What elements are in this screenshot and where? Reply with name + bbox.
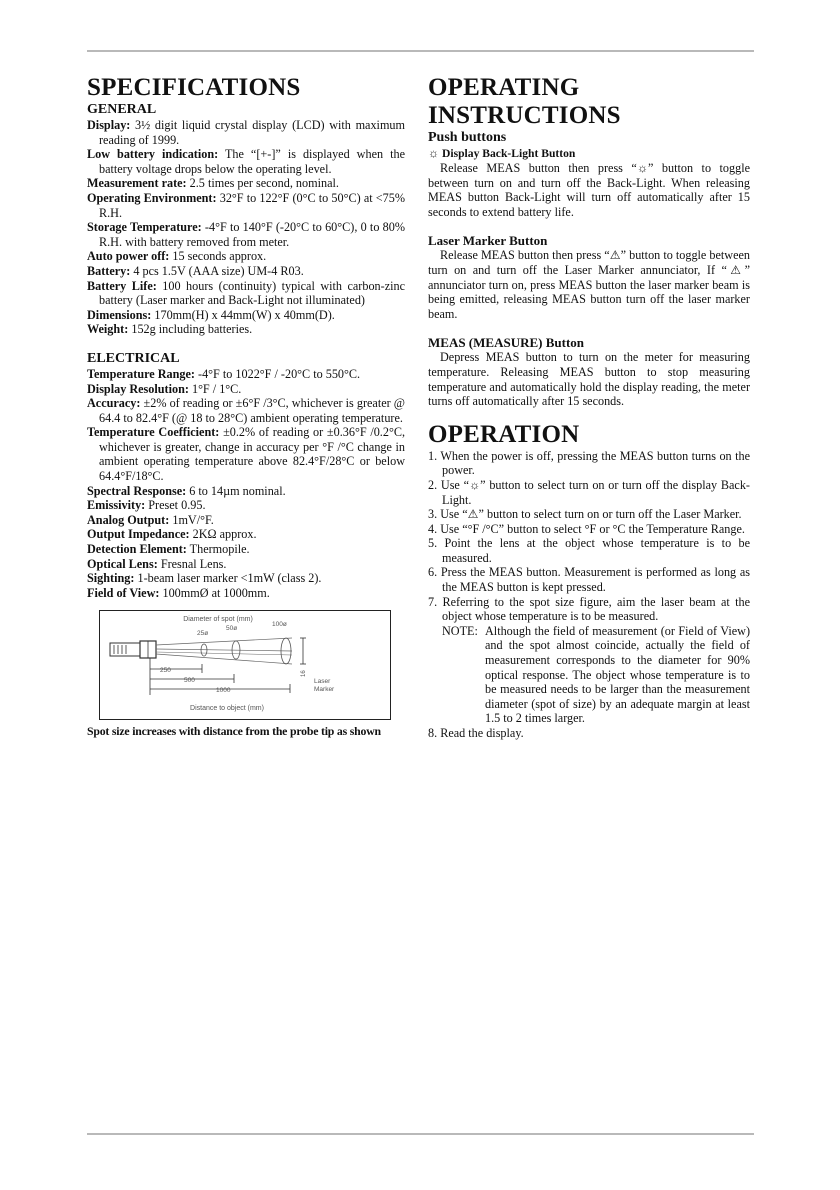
spot-size-figure <box>99 610 391 720</box>
spec-emissivity: Emissivity: Preset 0.95. <box>87 498 206 513</box>
spec-temperature-coefficient: Temperature Coefficient: ±0.2% of reading or ±0.36°F /0.2°C, whichever is greater, change in accuracy per °F /°C change in ambient operating temperature above 82.4°F/28°C or below 64.4°F/18°C. <box>87 425 406 484</box>
top-rule <box>87 50 754 52</box>
general-spec-list <box>87 118 405 337</box>
spec-output-impedance: Output Impedance: 2KΩ approx. <box>87 527 257 542</box>
spec-spectral-response: Spectral Response: 6 to 14µm nominal. <box>87 483 286 498</box>
spec-display: Display: 3½ digit liquid crystal display (LCD) with maximum reading of 1999. <box>87 118 405 147</box>
spec-battery: Battery: 4 pcs 1.5V (AAA size) UM-4 R03. <box>87 263 304 278</box>
spec-temperature-range: Temperature Range: -4°F to 1022°F / -20°C to 550°C. <box>87 366 361 381</box>
spot-size-diagram <box>100 611 389 718</box>
spec-display-resolution: Display Resolution: 1°F / 1°C. <box>87 381 242 396</box>
specifications-title: SPECIFICATIONS <box>87 74 301 101</box>
step-8: 8. Read the display. <box>428 726 524 740</box>
backlight-text: Release MEAS button then press “☼” button to toggle between turn on and turn off the Back-Light. When releasing MEAS button Back-Light will turn off automatically after 15 seconds to extend battery life. <box>428 161 750 219</box>
dist-500-label: 500 <box>184 677 195 685</box>
electrical-spec-list <box>87 367 405 601</box>
spec-optical-lens: Optical Lens: Fresnal Lens. <box>87 556 227 571</box>
push-buttons-heading: Push buttons <box>428 130 507 145</box>
diameter-label: Diameter of spot (mm) <box>183 616 253 624</box>
spec-operating-environment: Operating Environment: 32°F to 122°F (0°C to 50°C) at <75% R.H. <box>87 190 405 220</box>
spec-analog-output: Analog Output: 1mV/°F. <box>87 512 214 527</box>
spec-field-of-view: Field of View: 100mmØ at 1000mm. <box>87 585 270 600</box>
spec-battery-life: Battery Life: 100 hours (continuity) typical with carbon-zinc battery (Laser marker and Back-Light not illuminated) <box>87 278 405 308</box>
note-label: NOTE: <box>442 623 478 638</box>
step-4: 4. Use “°F /°C” button to select °F or °C the Temperature Range. <box>428 521 745 536</box>
dist-1000-label: 1000 <box>216 687 231 695</box>
spot-25-label: 25ø <box>197 630 209 638</box>
spot-100-label: 100ø <box>272 621 287 629</box>
laser-label-line1: Laser <box>314 678 331 686</box>
operating-instructions-title: OPERATING INSTRUCTIONS <box>428 74 621 129</box>
step-1: 1. When the power is off, pressing the MEAS button turns on the power. <box>428 448 750 478</box>
note-block <box>428 624 750 726</box>
laser-label-line2: Marker <box>314 686 335 694</box>
laser-text: Release MEAS button then press “⚠” button to toggle between turn on and turn off the Laser Marker annunciator, If “⚠” annunciator turn on, press MEAS button the laser marker beam is being emitted, releasing MEAS button turn off the laser marker beam. <box>428 248 750 321</box>
spec-accuracy: Accuracy: ±2% of reading or ±6°F /3°C, whichever is greater @ 64.4 to 82.4°F (@ 18 to 28°C) ambient operating temperature. <box>87 396 405 425</box>
spec-auto-power-off: Auto power off: 15 seconds approx. <box>87 249 267 264</box>
specifications-column <box>87 74 405 739</box>
spec-measurement-rate: Measurement rate: 2.5 times per second, nominal. <box>87 176 339 191</box>
spec-sighting: Sighting: 1-beam laser marker <1mW (class 2). <box>87 571 322 586</box>
electrical-heading: ELECTRICAL <box>87 350 180 366</box>
bottom-rule <box>87 1133 754 1135</box>
spec-low-battery: Low battery indication: The “[+-]” is displayed when the battery voltage drops below the operating level. <box>87 147 405 176</box>
general-heading: GENERAL <box>87 102 157 117</box>
spot-50-label: 50ø <box>226 625 238 633</box>
backlight-heading: ☼ Display Back-Light Button <box>428 146 576 160</box>
beam-cone <box>156 638 306 664</box>
step-6: 6. Press the MEAS button. Measurement is performed as long as the MEAS button is kept pressed. <box>428 565 750 595</box>
spec-weight: Weight: 152g including batteries. <box>87 322 253 337</box>
thermometer-icon <box>110 641 156 658</box>
note-text: Although the field of measurement (or Field of View) and the spot almost coincide, actually the field of measurement corresponds to the diameter for 90% optical response. The object whose temperature is to be measured needs to be larger than the measurement diameter (spot of size) by an adequate margin at least 1.5 to 2 times larger. <box>485 623 750 726</box>
step-3: 3. Use “⚠” button to select turn on or turn off the Laser Marker. <box>428 507 742 522</box>
spec-detection-element: Detection Element: Thermopile. <box>87 542 250 557</box>
step-2: 2. Use “☼” button to select turn on or turn off the display Back-Light. <box>428 477 750 507</box>
spec-storage-temperature: Storage Temperature: -4°F to 140°F (-20°C to 60°C), 0 to 80% R.H. with battery removed from meter. <box>87 220 405 249</box>
meas-text: Depress MEAS button to turn on the meter for measuring temperature. Releasing MEAS button to stop measuring temperature and automatically hold the display reading, the meter turns off automatically after 15 seconds. <box>428 350 750 409</box>
step-5: 5. Point the lens at the object whose temperature is to be measured. <box>428 536 750 565</box>
dist-250-label: 250 <box>160 667 171 675</box>
operating-column <box>428 74 750 741</box>
meas-heading: MEAS (MEASURE) Button <box>428 335 585 351</box>
operation-steps <box>428 449 750 624</box>
laser-heading: Laser Marker Button <box>428 233 548 249</box>
spec-dimensions: Dimensions: 170mm(H) x 44mm(W) x 40mm(D). <box>87 307 335 322</box>
distance-label: Distance to object (mm) <box>190 705 264 713</box>
step-7: 7. Referring to the spot size figure, aim the laser beam at the object whose temperature is to be measured. <box>428 594 750 624</box>
sun-icon: ☼ <box>428 146 442 160</box>
operation-title: OPERATION <box>428 420 580 448</box>
figure-caption: Spot size increases with distance from the probe tip as shown <box>87 724 381 739</box>
side-16-label: 16 <box>301 670 307 678</box>
